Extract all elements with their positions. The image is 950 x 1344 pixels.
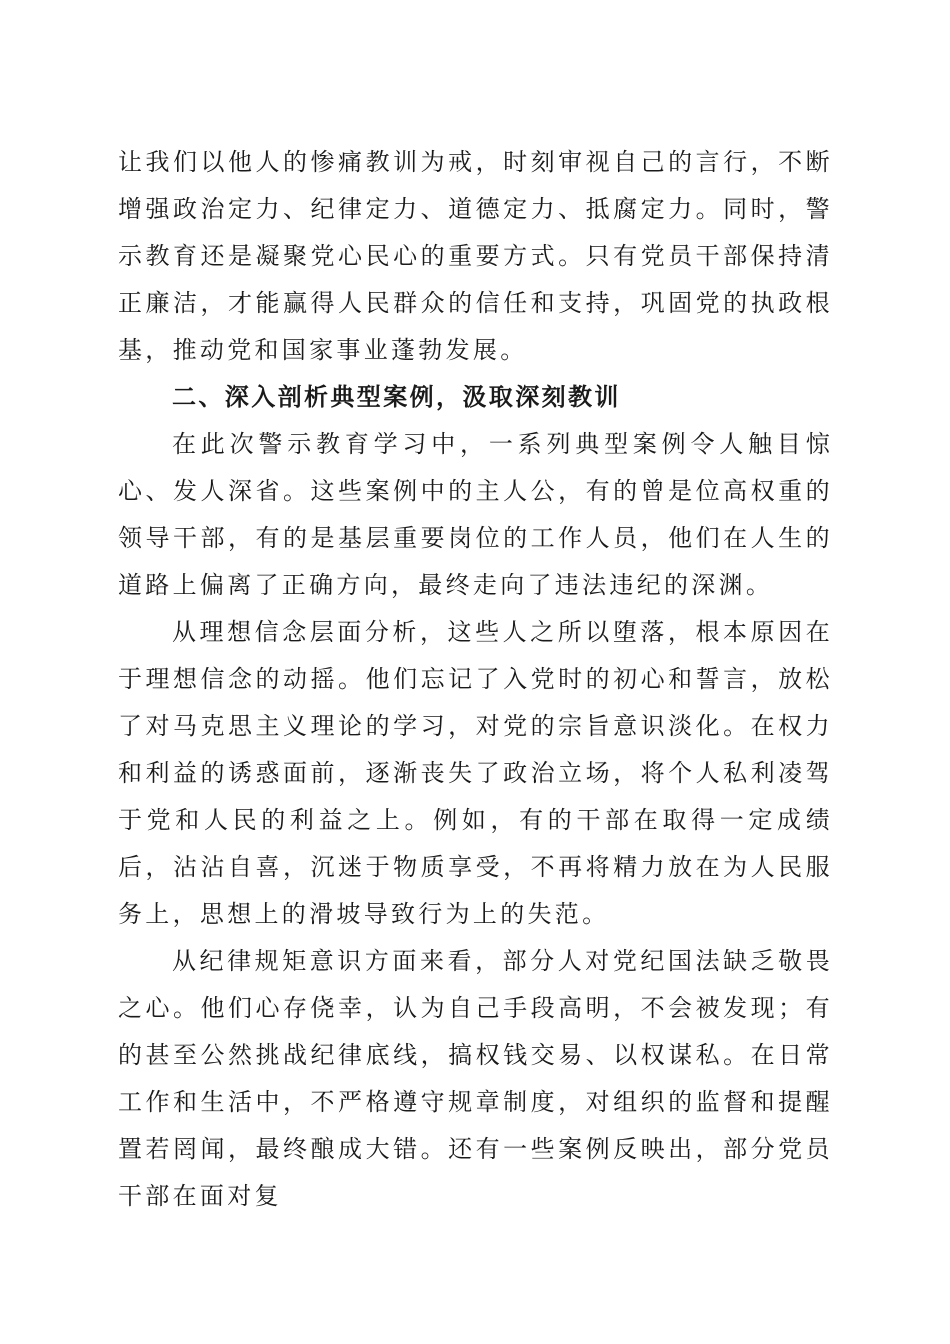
paragraph-4: 从纪律规矩意识方面来看，部分人对党纪国法缺乏敬畏之心。他们心存侥幸，认为自己手段高明，不会被发现；有的甚至公然挑战纪律底线，搞权钱交易、以权谋私。在日常工作和生活中，不严格遵守规章制度，对组织的监督和提醒置若罔闻，最终酿成大错。还有一些案例反映出，部分党员干部在面对复	[118, 947, 833, 1210]
paragraph-3: 从理想信念层面分析，这些人之所以堕落，根本原因在于理想信念的动摇。他们忘记了入党时的初心和誓言，放松了对马克思主义理论的学习，对党的宗旨意识淡化。在权力和利益的诱惑面前，逐渐丧失了政治立场，将个人私利凌驾于党和人民的利益之上。例如，有的干部在取得一定成绩后，沾沾自喜，沉迷于物质享受，不再将精力放在为人民服务上，思想上的滑坡导致行为上的失范。	[118, 618, 833, 928]
document-body	[118, 139, 833, 1220]
section-heading: 二、深入剖析典型案例，汲取深刻教训	[172, 383, 621, 411]
paragraph-1: 让我们以他人的惨痛教训为戒，时刻审视自己的言行，不断增强政治定力、纪律定力、道德定力、抵腐定力。同时，警示教育还是凝聚党心民心的重要方式。只有党员干部保持清正廉洁，才能赢得人民群众的信任和支持，巩固党的执政根基，推动党和国家事业蓬勃发展。	[118, 148, 833, 364]
paragraph-2: 在此次警示教育学习中，一系列典型案例令人触目惊心、发人深省。这些案例中的主人公，有的曾是位高权重的领导干部，有的是基层重要岗位的工作人员，他们在人生的道路上偏离了正确方向，最终走向了违法违纪的深渊。	[118, 430, 833, 599]
